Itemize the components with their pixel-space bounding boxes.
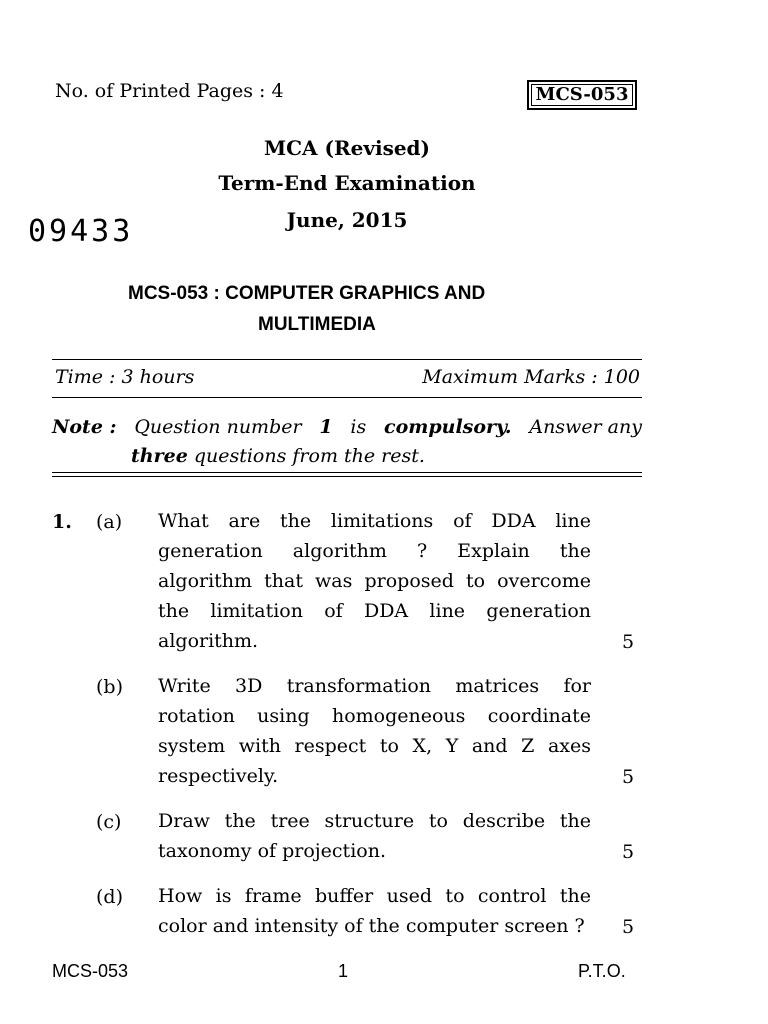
part-c-line: Draw the tree structure to describe the	[158, 810, 591, 832]
part-d-label: (d)	[96, 886, 123, 908]
note-question-number: 1	[319, 416, 333, 438]
footer-pto: P.T.O.	[578, 961, 626, 981]
programme-title: MCA (Revised)	[264, 136, 430, 160]
part-a-text	[158, 506, 591, 656]
note-answer-any: Answer any	[529, 416, 642, 438]
part-a-line: algorithm.	[158, 630, 259, 652]
part-b-line: system with respect to X, Y and Z axes	[158, 735, 591, 757]
part-a-line: generation algorithm ? Explain the	[158, 540, 591, 562]
part-b-line: rotation using homogeneous coordinate	[158, 705, 591, 727]
note-text-1: Question number	[134, 416, 302, 438]
part-b-line: Write 3D transformation matrices for	[158, 675, 591, 697]
divider-note-1	[52, 472, 642, 473]
part-a-line: the limitation of DDA line generation	[158, 600, 591, 622]
footer-paper-code: MCS-053	[52, 961, 129, 981]
time-allowed: Time : 3 hours	[55, 366, 195, 388]
part-a-line: What are the limitations of DDA line	[158, 510, 591, 532]
divider-top	[52, 359, 642, 360]
printed-pages: No. of Printed Pages : 4	[55, 80, 284, 102]
paper-code-box: MCS-053	[527, 80, 637, 110]
question-number: 1.	[52, 511, 72, 533]
part-c-text	[158, 806, 591, 866]
divider-meta	[52, 397, 642, 398]
part-a-marks: 5	[622, 631, 635, 653]
part-b-label: (b)	[96, 676, 123, 698]
note-is: is	[350, 416, 367, 438]
part-b-line: respectively.	[158, 765, 279, 787]
note-rest: questions from the rest.	[193, 445, 425, 467]
divider-note-2	[52, 476, 642, 477]
subject-title-line2: MULTIMEDIA	[258, 314, 376, 335]
part-c-label: (c)	[96, 811, 122, 833]
note-compulsory: compulsory.	[384, 416, 512, 438]
part-d-text	[158, 881, 591, 941]
maximum-marks: Maximum Marks : 100	[422, 366, 640, 388]
serial-number: 09433	[28, 214, 134, 249]
part-a-line: algorithm that was proposed to overcome	[158, 570, 591, 592]
part-c-line: taxonomy of projection.	[158, 840, 386, 862]
note-three: three	[131, 445, 188, 467]
part-c-marks: 5	[622, 841, 635, 863]
footer-page-number: 1	[338, 961, 349, 981]
exam-session: June, 2015	[286, 208, 408, 232]
exam-type: Term-End Examination	[218, 171, 476, 195]
part-a-label: (a)	[96, 511, 123, 533]
part-d-line: color and intensity of the computer screen ?	[158, 915, 585, 937]
note-block	[52, 413, 642, 471]
part-d-marks: 5	[622, 916, 635, 938]
part-b-text	[158, 671, 591, 791]
part-d-line: How is frame buffer used to control the	[158, 885, 591, 907]
note-label: Note :	[52, 416, 117, 438]
part-b-marks: 5	[622, 766, 635, 788]
subject-title-line1: MCS-053 : COMPUTER GRAPHICS AND	[128, 283, 486, 304]
